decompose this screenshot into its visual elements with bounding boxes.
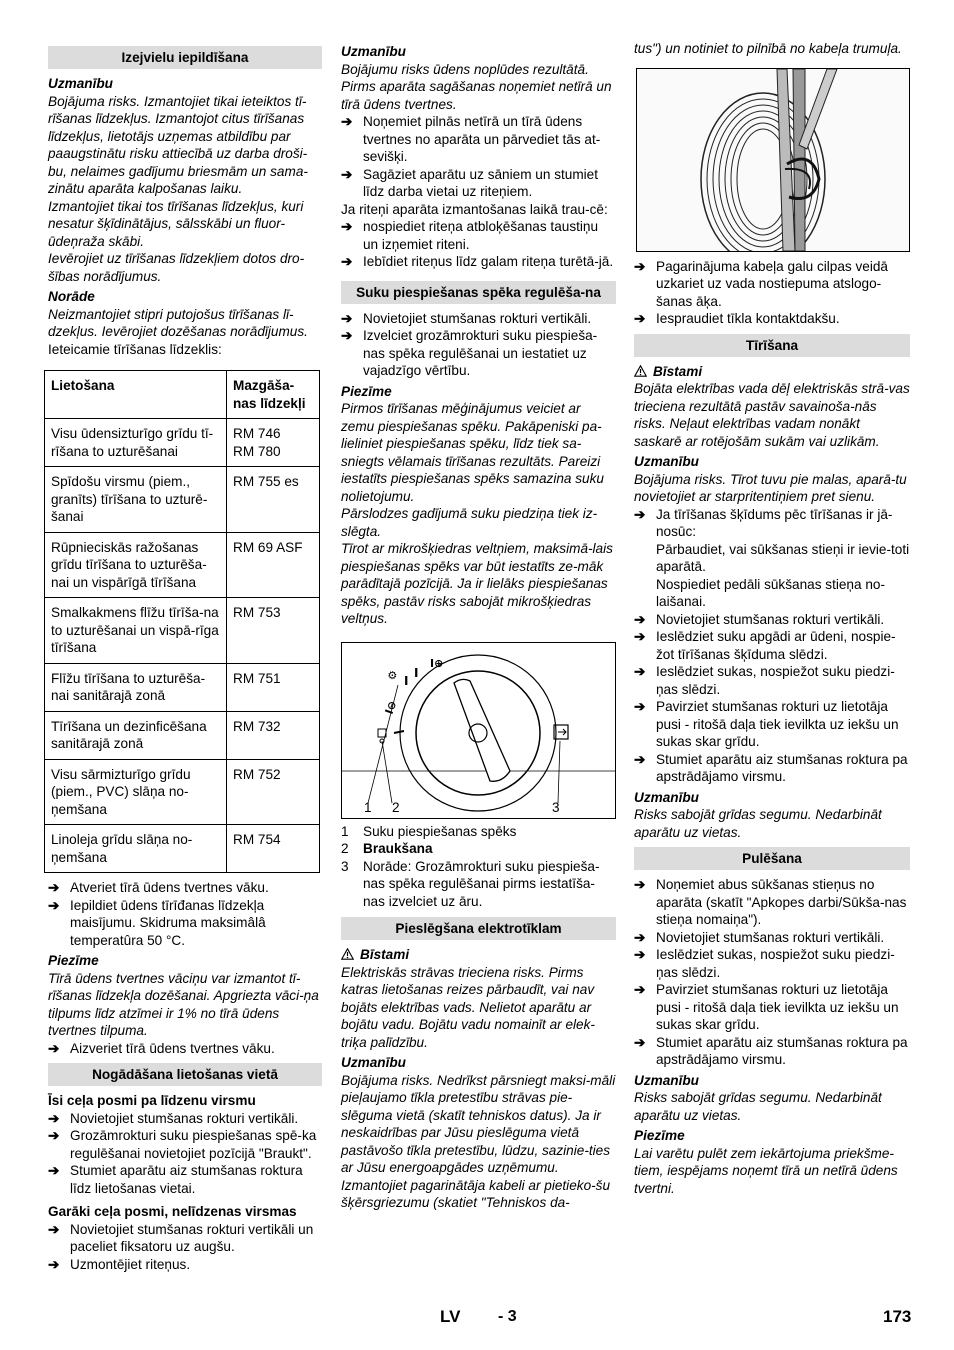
arrow-icon: ➔	[48, 1040, 60, 1056]
arrow-icon: ➔	[634, 751, 646, 767]
arrow-icon: ➔	[341, 310, 353, 326]
legend-item: 1 Suku piespiešanas spēks	[341, 823, 517, 839]
instruction-step: ➔ Stumiet aparātu aiz stumšanas roktura pa apstrādājamo virsmu.	[634, 751, 908, 784]
table-cell: Rūpnieciskās ražošanas grīdu tīrīšana to uzturēša-nai un vispārīgā tīrīšana	[45, 532, 227, 598]
table-cell: Linoleja grīdu slāņa no-ņemšana	[45, 825, 227, 873]
instruction-step: ➔ Uzmontējiet riteņus.	[48, 1256, 191, 1272]
table-cell: RM 752	[227, 759, 320, 825]
arrow-icon: ➔	[48, 1221, 60, 1237]
instruction-step: ➔ nospiediet riteņa atbloķēšanas taustiņu un izņemiet riteni.	[341, 219, 599, 252]
section-heading: Pieslēgšana elektrotīklam	[341, 917, 616, 940]
body-text: Ja riteņi aparāta izmantošanas laikā trau-cē:	[341, 201, 608, 217]
instruction-step: ➔ Noņemiet pilnās netīrā un tīrā ūdens tvertnes no aparāta un pārvediet tās at-sevišķi.	[341, 114, 601, 164]
table-cell: RM 69 ASF	[227, 532, 320, 598]
danger-text: Elektriskās strāvas trieciena risks. Pirms katras lietošanas reizes pārbaudīt, vai nav bojāts elektrības vads. Nelietot aparātu ar bojātu vadu. Bojātu vadu nomainīt ar elek-triķa palīdzību.	[341, 964, 595, 1050]
instruction-step: ➔ Atveriet tīrā ūdens tvertnes vāku.	[48, 880, 269, 895]
table-row	[45, 759, 320, 825]
arrow-icon: ➔	[48, 1128, 60, 1143]
warning-triangle-icon	[634, 365, 647, 377]
caution-text: Risks sabojāt grīdas segumu. Nedarbināt aparātu uz vietas.	[634, 1090, 882, 1123]
table-cell: RM 746 RM 780	[227, 419, 320, 467]
column-1	[48, 40, 322, 1273]
table-cell: Flīžu tīrīšana to uzturēša-nai sanitārajā zonā	[45, 663, 227, 711]
pressure-knob-illustration	[342, 643, 615, 818]
instruction-step: ➔ Ieslēdziet sukas, nospiežot suku piedzi-ņas slēdzi.	[634, 664, 895, 697]
table-cell: RM 751	[227, 663, 320, 711]
column-2	[341, 40, 616, 1212]
table-cell: RM 755 es	[227, 467, 320, 533]
instruction-step: ➔ Noņemiet abus sūkšanas stieņus no aparāta (skatīt "Apkopes darbi/Sūkša-nas stieņa nomaiņa").	[634, 877, 907, 927]
svg-text:I⊕: I⊕	[430, 656, 444, 670]
instruction-step: ➔ Stumiet aparātu aiz stumšanas roktura līdz lietošanas vietai.	[48, 1163, 303, 1196]
section-heading: Izejvielu iepildīšana	[48, 46, 322, 69]
figure-number: 2	[392, 799, 400, 815]
instruction-step: ➔ Pavirziet stumšanas rokturi uz lietotāja pusi - ritošā daļa tiek ievilkta uz iekšu un sukas skar grīdu.	[634, 699, 899, 749]
arrow-icon: ➔	[634, 611, 646, 627]
table-row	[45, 825, 320, 873]
arrow-icon: ➔	[634, 258, 646, 274]
danger-label: Bīstami	[341, 946, 616, 964]
instruction-step: ➔ Grozāmrokturi suku piespiešanas spē-ka regulēšanai novietojiet pozīcijā "Braukt".	[48, 1128, 317, 1161]
figure-number: 3	[552, 799, 560, 815]
svg-text:I: I	[404, 673, 409, 688]
note-text: Pirmos tīrīšanas mēģinājumus veiciet ar zemu piespiešanas spēku. Pakāpeniski pa-lieliniet piespiešanas spēku, līdz tiek sa-sniegts vēlamais tīrīšanas rezultāts. Pareizi iestatīts piespiešanas spēks samazina suku nolietojumu.	[341, 401, 604, 504]
svg-text:I: I	[414, 665, 419, 680]
table-cell: RM 753	[227, 598, 320, 664]
table-row	[45, 419, 320, 467]
page-number: 173	[883, 1307, 912, 1326]
instruction-step: ➔ Iespraudiet tīkla kontaktdakšu.	[634, 311, 840, 326]
note-label: Piezīme	[634, 1128, 685, 1143]
instruction-step: ➔ Iebīdiet riteņus līdz galam riteņa turētā-jā.	[341, 254, 614, 269]
note-label: Piezīme	[48, 953, 99, 968]
section-heading: Tīrīšana	[634, 334, 910, 357]
note-text: Neizmantojiet stipri putojošus tīrīšanas lī-dzekļus. Ievērojiet dozēšanas norādījumus.	[48, 306, 308, 339]
language-code: LV	[440, 1307, 461, 1326]
arrow-icon: ➔	[48, 1163, 60, 1178]
table-cell: Spīdošu virsmu (piem., granīts) tīrīšana to uzturē-šanai	[45, 467, 227, 533]
arrow-icon: ➔	[634, 877, 646, 892]
danger-text: Bojāta elektrības vada dēļ elektriskās strā-vas trieciena rezultātā pastāv savainoša-nās risks. Neļaut elektrības vadam nonākt saskarē ar rotējošām sukām vai uzlikām.	[634, 381, 910, 449]
arrow-icon: ➔	[48, 1256, 60, 1272]
caution-label: Uzmanību	[48, 76, 113, 91]
caution-label: Uzmanību	[341, 1055, 406, 1070]
arrow-icon: ➔	[341, 254, 353, 269]
caution-text-continued: tus") un notiniet to pilnībā no kabeļa trumuļa.	[634, 41, 902, 56]
instruction-step: ➔ Novietojiet stumšanas rokturi vertikāli.	[634, 611, 885, 627]
caution-text: Bojājuma risks. Nedrīkst pārsniegt maksi-māli pieļaujamo tīkla pretestību strāvas pie-slēguma vietā (skatīt tehniskos datus). Ja ir neskaidrības par Jūsu pieslēguma vietā pastāvošo tīkla pretestību, lūdzu, sazinie-ties ar Jūsu energoapgādes uzņēmumu. Izmantojiet pagarinātāja kabeli ar pietieko-šu šķērsgriezumu (skatiet "Tehniskos da-	[341, 1072, 616, 1210]
instruction-step: ➔ Ieslēdziet sukas, nospiežot suku piedzi-ņas slēdzi.	[634, 947, 895, 980]
instruction-step: ➔ Novietojiet stumšanas rokturi vertikāli.	[48, 1110, 299, 1126]
note-text: Tīrot ar mikrošķiedras veltņiem, maksimā-lais piespiešanas spēks var būt iestatīts ze-māk parādītajā pozīcijā. Ja ir lielāks piespiešanas spēks, pastāv risks sabojāt mikrošķiedras veltņus.	[341, 541, 613, 626]
instruction-step: ➔ Sagāziet aparātu uz sāniem un stumiet līdz darba vietai uz riteņiem.	[341, 166, 599, 199]
arrow-icon: ➔	[48, 1110, 60, 1126]
arrow-icon: ➔	[634, 699, 646, 714]
note-label: Piezīme	[341, 383, 392, 399]
instruction-step: ➔ Pavirziet stumšanas rokturi uz lietotāja pusi - ritošā daļa tiek ievilkta uz iekšu un sukas skar grīdu.	[634, 982, 899, 1032]
note-text: Tīrā ūdens tvertnes vāciņu var izmantot tī-rīšanas līdzekļa dozēšanai. Apgriezta vāci-ņa tilpums līdz atzīmei ir 1% no tīrā ūdens tvertnes tilpuma.	[48, 970, 319, 1038]
figure-number: 1	[364, 799, 372, 815]
note-text: Lai varētu pulēt zem iekārtojuma priekšme-tiem, iespējams noņemt tīrā un netīrā ūdens tvertni.	[634, 1145, 898, 1196]
table-cell: Visu ūdensizturīgo grīdu tī-rīšana to uzturēšanai	[45, 419, 227, 467]
figure-legend	[341, 823, 616, 911]
arrow-icon: ➔	[634, 506, 646, 522]
instruction-substep: Pārbaudiet, vai sūkšanas stieņi ir ievie-toti aparātā.	[656, 541, 910, 574]
caution-label: Uzmanību	[634, 789, 699, 805]
caution-text: Bojājuma risks. Tīrot tuvu pie malas, aparā-tu novietojiet ar starpritentiņiem pret sienu.	[634, 471, 907, 504]
arrow-icon: ➔	[48, 880, 60, 895]
table-row	[45, 711, 320, 759]
arrow-icon: ➔	[341, 328, 353, 343]
subheading: Īsi ceļa posmi pa līdzenu virsmu	[48, 1093, 256, 1108]
body-text: Ieteicamie tīrīšanas līdzeklis:	[48, 341, 222, 357]
instruction-step: ➔ Pagarinājuma kabeļa galu cilpas veidā uzkariet uz vada nostiepuma atslogo-šanas āķa.	[634, 258, 888, 309]
caution-text: Bojājumu risks ūdens noplūdes rezultātā. Pirms aparāta sagāšanas noņemiet netīrā un tīrā ūdens tvertnes.	[341, 61, 612, 112]
instruction-step: ➔ Izvelciet grozāmrokturi suku piespieša-nas spēka regulēšanai un iestatiet uz vajadzīgo vērtību.	[341, 328, 598, 378]
table-header-cell: Mazgāša-nas līdzekļi	[227, 371, 320, 419]
legend-item: 2 Braukšana	[341, 841, 433, 856]
instruction-step: ➔ Iepildiet ūdens tīrīđanas līdzekļa maisījumu. Skidruma maksimâlâ temperatûra 50 °C.	[48, 897, 266, 948]
arrow-icon: ➔	[48, 897, 60, 913]
caution-text: Ievērojiet uz tīrīšanas līdzekļiem dotos dro-šības norādījumus.	[48, 251, 305, 284]
note-text: Pārslodzes gadījumā suku piedziņa tiek iz-slēgta.	[341, 506, 598, 539]
table-cell: Visu sārmizturīgo grīdu (piem., PVC) slāņa no-ņemšana	[45, 759, 227, 825]
caution-text: Bojājuma risks. Izmantojiet tikai ieteiktos tī-rīšanas līdzekļus. Izmantojot citus tīrīšanas līdzekļus, lietotājs uzņemas atbildību par paaugstinātu risku attiecībā uz darba droši-bu, nelaimes gadījumu briesmām un sama-zinātu aparāta kalpošanas laiku.	[48, 93, 308, 196]
arrow-icon: ➔	[634, 929, 646, 945]
table-header-cell: Lietošana	[45, 371, 227, 419]
note-label: Norāde	[48, 289, 95, 304]
table-cell: RM 732	[227, 711, 320, 759]
arrow-icon: ➔	[634, 982, 646, 997]
svg-text:⚙: ⚙	[385, 666, 401, 684]
section-heading: Suku piespiešanas spēka regulēša-na	[341, 281, 616, 304]
arrow-icon: ➔	[341, 114, 353, 129]
table-cell: RM 754	[227, 825, 320, 873]
legend-item: 3 Norāde: Grozāmrokturi suku piespieša-nas spēka regulēšanai pirms iestatīša-nas izvelciet uz āru.	[341, 858, 600, 909]
table-row	[45, 598, 320, 664]
section-heading: Pulēšana	[634, 847, 910, 870]
arrow-icon: ➔	[341, 166, 353, 182]
arrow-icon: ➔	[634, 947, 646, 962]
table-cell: Smalkakmens flīžu tīrīša-na to uzturēšanai un vispā-rīga tīrīšana	[45, 598, 227, 664]
arrow-icon: ➔	[634, 629, 646, 644]
table-row	[45, 532, 320, 598]
warning-triangle-icon	[341, 948, 354, 960]
svg-text:I⊖: I⊖	[382, 698, 400, 716]
instruction-step: ➔ Novietojiet stumšanas rokturi vertikāli.	[634, 929, 885, 945]
table-cell: Tīrīšana un dezinficēšana sanitārajā zonā	[45, 711, 227, 759]
instruction-step: ➔ Stumiet aparātu aiz stumšanas roktura pa apstrādājamo virsmu.	[634, 1034, 908, 1067]
instruction-substep: Nospiediet pedāli sūkšanas stieņa no-laišanai.	[656, 576, 885, 609]
cable-hook-figure	[636, 68, 910, 252]
arrow-icon: ➔	[634, 311, 646, 326]
instruction-step: ➔ Aizveriet tīrā ūdens tvertnes vāku.	[48, 1040, 275, 1056]
table-row	[45, 663, 320, 711]
caution-label: Uzmanību	[634, 454, 699, 469]
instruction-step: ➔ Novietojiet stumšanas rokturi vertikāli un paceliet fiksatoru uz augšu.	[48, 1221, 314, 1254]
page-subnumber: - 3	[498, 1308, 517, 1325]
column-3	[634, 40, 910, 1197]
detergent-table	[44, 370, 320, 873]
caution-label: Uzmanību	[634, 1072, 699, 1088]
instruction-step: ➔ Ja tīrīšanas šķīdums pēc tīrīšanas ir jā-nosūc:	[634, 506, 893, 539]
caution-text: Izmantojiet tikai tos tīrīšanas līdzekļus, kuri nesatur šķīdinātājus, sālsskābi un fluor-ūdeņraža skābi.	[48, 198, 304, 249]
instruction-step: ➔ Ieslēdziet suku apgādi ar ūdeni, nospie-žot tīrīšanas šķīduma slēdzi.	[634, 629, 896, 662]
arrow-icon: ➔	[634, 1034, 646, 1050]
table-row	[45, 467, 320, 533]
cable-hook-illustration	[637, 69, 909, 251]
subheading: Garāki ceļa posmi, nelīdzenas virsmas	[48, 1204, 297, 1219]
arrow-icon: ➔	[341, 219, 353, 234]
section-heading: Nogādāšana lietošanas vietā	[48, 1063, 322, 1086]
pressure-knob-figure	[341, 642, 616, 819]
instruction-step: ➔ Novietojiet stumšanas rokturi vertikāli.	[341, 310, 592, 326]
danger-label: Bīstami	[634, 363, 910, 381]
arrow-icon: ➔	[634, 664, 646, 679]
caution-text: Risks sabojāt grīdas segumu. Nedarbināt aparātu uz vietas.	[634, 807, 882, 840]
caution-label: Uzmanību	[341, 44, 406, 59]
table-header-row	[45, 371, 320, 419]
